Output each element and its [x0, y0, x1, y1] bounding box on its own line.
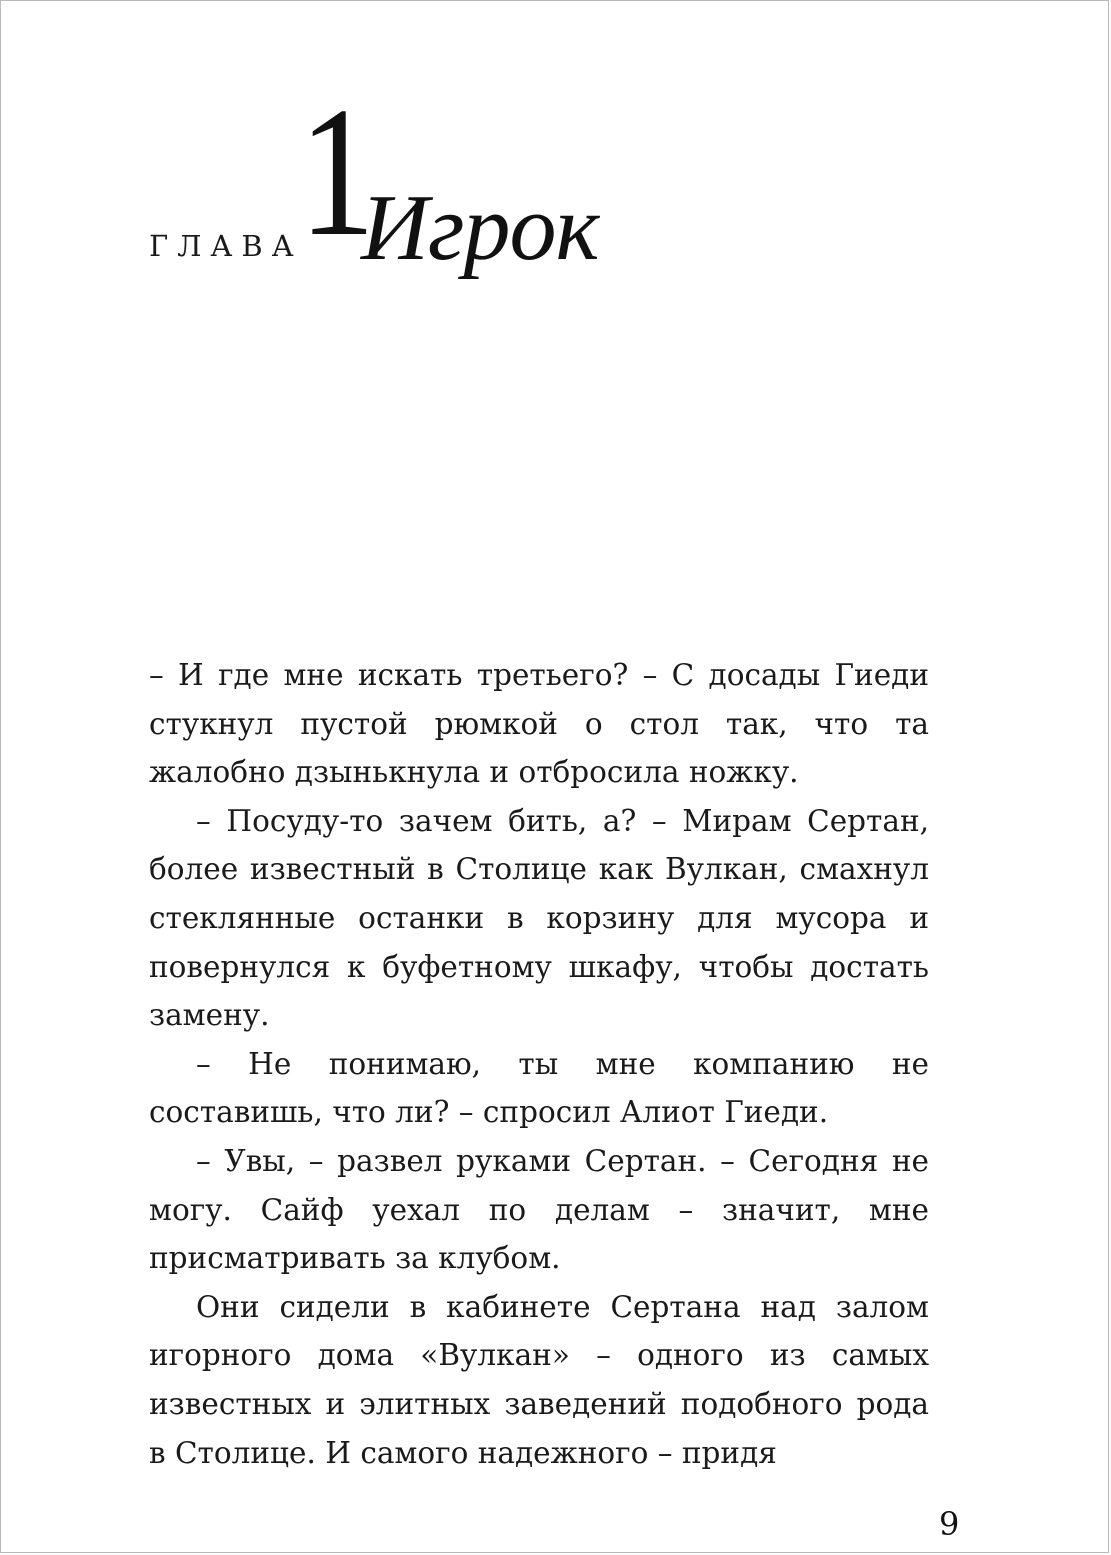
paragraph: – И где мне искать третьего? – С досады Гиеди стукнул пустой рюмкой о стол так, что та жалобно дзынькнула и отбросила ножку.	[149, 658, 929, 790]
chapter-number: 1	[299, 69, 376, 275]
chapter-label: ГЛАВА	[149, 229, 303, 263]
chapter-header	[149, 69, 749, 281]
paragraph: – Увы, – развел руками Сертан. – Сегодня не могу. Сайф уехал по делам – значит, мне присматривать за клубом.	[149, 1143, 929, 1276]
paragraph: Они сидели в кабинете Сертана над залом игорного дома «Вулкан» – одного из самых известных и элитных заведений подобного рода в Столице. И самого надежного – придя	[149, 1289, 929, 1470]
chapter-title: Игрок	[361, 176, 599, 280]
paragraph: – Не понимаю, ты мне компанию не составишь, что ли? – спросил Алиот Гиеди.	[149, 1046, 929, 1130]
paragraph: – Посуду-то зачем бить, а? – Мирам Сертан, более известный в Столице как Вулкан, смахнул стеклянные останки в корзину для мусора и повернулся к буфетному шкафу, чтобы достать замену.	[149, 803, 929, 1033]
chapter-body	[149, 651, 929, 1477]
page-number: 9	[939, 1505, 960, 1543]
